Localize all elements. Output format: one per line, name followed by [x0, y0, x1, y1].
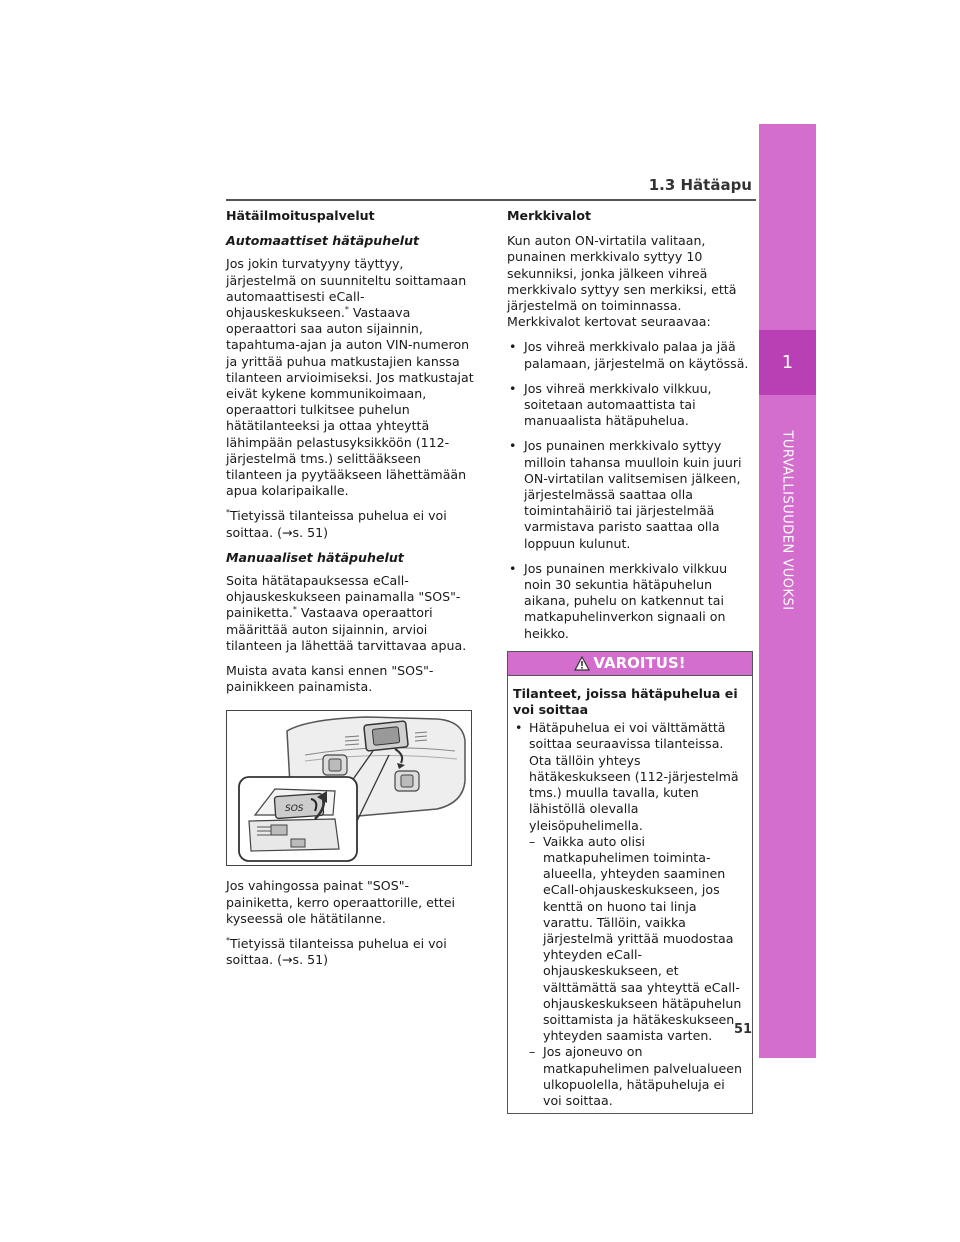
- page-number: 51: [734, 1022, 753, 1037]
- chapter-number-box[interactable]: [759, 330, 816, 395]
- sos-button-illustration: [226, 710, 472, 866]
- list-item: • Jos vihreä merkkivalo palaa ja jää palamaan, järjestelmä on käytössä.: [507, 339, 755, 371]
- sos-label: SOS: [285, 804, 304, 815]
- footnote-marker: *: [344, 305, 349, 315]
- manual-calls-text-2: Vastaava operaattori määrittää auton sijainnin, arvioi tilanteen ja lähettää tarvittavaa apua.: [226, 605, 467, 653]
- list-item: – Vaikka auto olisi matkapuhelimen toiminta-alueella, yhteyden saaminen eCall-ohjauskeskukseen, jos kenttä on huono tai linja varattu. Tällöin, vaikka järjestelmä yrittää muodostaa yhteyden eCall-ohjauskeskukseen, et välttämättä saa yhteyttä eCall-ohjauskeskukseen hätäpuhelun soittamista ja hätäkeskukseen yhteyden saamista varten.: [513, 834, 746, 1045]
- header-rule: [226, 199, 756, 201]
- manual-calls-title: Manuaaliset hätäpuhelut: [226, 549, 404, 565]
- list-item: • Jos punainen merkkivalo syttyy milloin tahansa muulloin kuin juuri ON-virtatilan valitsemisen jälkeen, järjestelmässä saattaa olla toimintahäiriö tai järjestelmää varmistava paristo saattaa olla loppuun kulunut.: [507, 438, 755, 551]
- list-item: – Jos ajoneuvo on matkapuhelimen palvelualueen ulkopuolella, hätäpuheluja ei voi soittaa.: [513, 1044, 746, 1109]
- left-column: [226, 208, 474, 978]
- warning-title: VAROITUS!: [593, 654, 686, 673]
- automatic-calls-text-1: Jos jokin turvatyyny täyttyy, järjestelmä on suunniteltu soittamaan automaattisesti eCall-ohjauskeskukseen.: [226, 256, 467, 321]
- footnote-marker: *: [226, 936, 230, 946]
- open-cover-text: Muista avata kansi ennen "SOS"-painikkeen painamista.: [226, 663, 434, 695]
- footnote-1-text: Tietyissä tilanteissa puhelua ei voi soittaa. (→s. 51): [226, 508, 447, 540]
- indicator-list: [507, 339, 755, 641]
- chapter-title-vertical: [762, 405, 812, 635]
- warning-body: [508, 676, 752, 1113]
- indicator-intro: Kun auton ON-virtatila valitaan, punainen merkkivalo syttyy 10 sekunniksi, jonka jälkeen vihreä merkkivalo syttyy sen merkiksi, että järjestelmä on toiminnassa. Merkkivalot kertovat seuraavaa:: [507, 233, 737, 330]
- section-title: 1.3 Hätäapu: [648, 176, 752, 194]
- warning-list: [513, 720, 746, 1109]
- footnote-2-text: Tietyissä tilanteissa puhelua ei voi soittaa. (→s. 51): [226, 936, 447, 968]
- list-item: • Jos punainen merkkivalo vilkkuu noin 30 sekuntia hätäpuhelun aikana, puhelu on katkennut tai matkapuhelinverkon signaali on heikko.: [507, 561, 755, 642]
- emergency-services-heading: Hätäilmoituspalvelut: [226, 208, 375, 223]
- accidental-press-text: Jos vahingossa painat "SOS"-painiketta, kerro operaattorille, ettei kyseessä ole hätätilanne.: [226, 878, 455, 926]
- automatic-calls-title: Automaattiset hätäpuhelut: [226, 233, 420, 249]
- list-item: • Hätäpuhelua ei voi välttämättä soittaa seuraavissa tilanteissa. Ota tällöin yhteys hätäkeskukseen (112-järjestelmä tms.) muulla tavalla, kuten lähistöllä olevalla yleisöpuhelimella.: [513, 720, 746, 833]
- manual-calls-text-1: Soita hätätapauksessa eCall-ohjauskeskukseen painamalla "SOS"-painiketta.: [226, 573, 461, 621]
- warning-subtitle: Tilanteet, joissa hätäpuhelua ei voi soittaa: [513, 685, 738, 718]
- warning-box: [507, 651, 753, 1114]
- manual-calls-text: [226, 573, 474, 654]
- warning-header: [508, 652, 752, 676]
- right-column: [507, 208, 755, 1114]
- automatic-calls-text: [226, 256, 474, 499]
- chapter-title: TURVALLISUUDEN VUOKSI: [779, 429, 795, 611]
- overhead-console-drawing: [227, 711, 471, 865]
- footnote-2: [226, 936, 474, 968]
- indicator-lights-heading: Merkkivalot: [507, 208, 592, 223]
- warning-icon: [574, 656, 590, 671]
- automatic-calls-text-2: Vastaava operaattori saa auton sijainnin, tapahtuma-ajan ja auton VIN-numeron ja yrittää puhua matkustajien kanssa tilanteen arvioimiseksi. Jos matkustajat eivät kykene kommunikoimaan, operaattori tulkitsee puhelun hätätilanteeksi ja ottaa yhteyttä lähimpään pelastusyksikköön (112-järjestelmä tms.) selittääkseen tilanteen ja pyytääkseen lähettämään apua kolaripaikalle.: [226, 305, 474, 499]
- footnote-marker: *: [226, 508, 230, 518]
- footnote-marker: *: [292, 605, 297, 615]
- footnote-1: [226, 508, 474, 540]
- list-item: • Jos vihreä merkkivalo vilkkuu, soitetaan automaattista tai manuaalista hätäpuhelua.: [507, 381, 755, 430]
- chapter-number: 1: [781, 352, 794, 373]
